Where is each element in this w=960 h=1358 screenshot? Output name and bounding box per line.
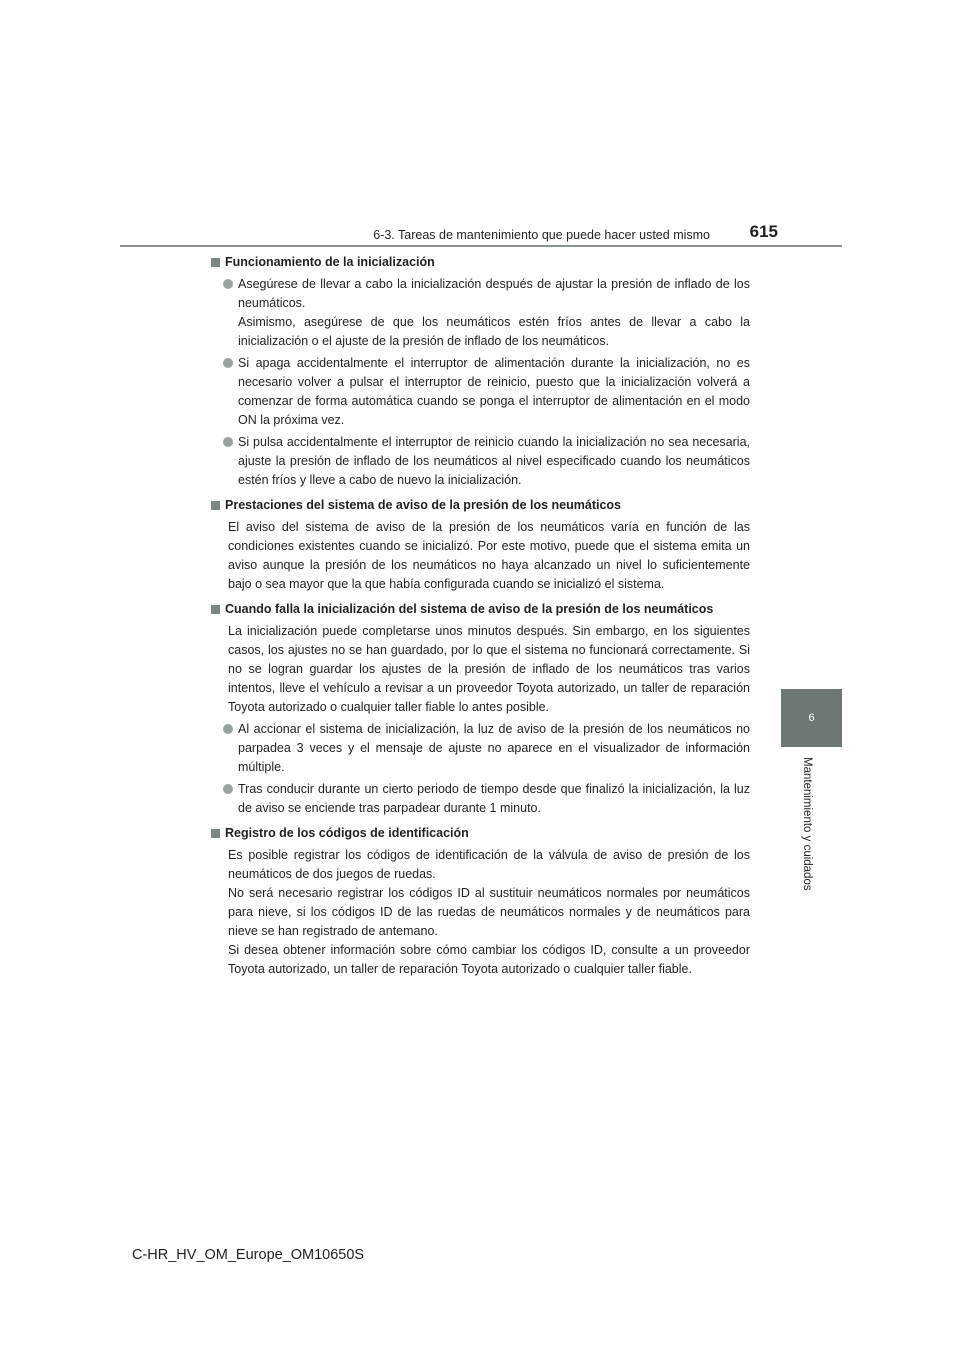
page-content [210, 253, 750, 985]
bullet-text: Asegúrese de llevar a cabo la inicialización después de ajustar la presión de inflado de los neumáticos. [238, 277, 750, 310]
heading-text: Funcionamiento de la inicialización [225, 255, 435, 269]
paragraph-line: No será necesario registrar los códigos ID al sustituir neumáticos normales por neumáticos para nieve, si los códigos ID de las ruedas de neumáticos normales y de neumáticos para nieve se han registrado de antemano. [228, 886, 750, 938]
section-id-codes [210, 824, 750, 979]
circle-bullet-icon [223, 784, 233, 794]
circle-bullet-icon [223, 724, 233, 734]
list-item [210, 354, 750, 430]
section-heading [210, 824, 750, 843]
bullet-text: Si apaga accidentalmente el interruptor de alimentación durante la inicialización, no es necesario volver a pulsar el interruptor de reinicio, puesto que la inicialización volverá a comenzar de forma automática cuando se ponga el interruptor de alimentación en el modo ON la próxima vez. [238, 356, 750, 427]
chapter-label: Mantenimiento y cuidados [801, 757, 813, 891]
list-item [210, 720, 750, 777]
bullet-text: Al accionar el sistema de inicialización, la luz de aviso de la presión de los neumáticos no parpadea 3 veces y el mensaje de ajuste no aparece en el visualizador de información múltiple. [238, 722, 750, 774]
bullet-text: Tras conducir durante un cierto periodo de tiempo desde que finalizó la inicialización, la luz de aviso se enciende tras parpadear durante 1 minuto. [238, 782, 750, 815]
section-heading [210, 496, 750, 515]
section-performance [210, 496, 750, 594]
section-initialization [210, 253, 750, 490]
list-item [210, 433, 750, 490]
circle-bullet-icon [223, 437, 233, 447]
page-number: 615 [749, 222, 778, 241]
header-divider [120, 245, 842, 247]
bullet-text-extra: Asimismo, asegúrese de que los neumáticos estén fríos antes de llevar a cabo la inicialización o el ajuste de la presión de inflado de los neumáticos. [238, 315, 750, 348]
square-bullet-icon [211, 258, 220, 267]
paragraph: La inicialización puede completarse unos minutos después. Sin embargo, en los siguientes casos, los ajustes no se han guardado, por lo que el sistema no funcionará correctamente. Si no se logran guardar los ajustes de la presión de inflado de los neumáticos tras varios intentos, lleve el vehículo a revisar a un proveedor Toyota autorizado, un taller de reparación Toyota autorizado o cualquier taller fiable lo antes posible. [228, 624, 750, 714]
page-header [120, 220, 840, 246]
square-bullet-icon [211, 829, 220, 838]
circle-bullet-icon [223, 358, 233, 368]
section-init-failure [210, 600, 750, 818]
paragraph: El aviso del sistema de aviso de la presión de los neumáticos varía en función de las condiciones existentes cuando se inicializó. Por este motivo, puede que el sistema emita un aviso aunque la presión de los neumáticos no haya alcanzado un nivel lo suficientemente bajo o sea mayor que la que había configurada cuando se inicializó el sistema. [228, 520, 750, 591]
paragraph [210, 846, 750, 979]
circle-bullet-icon [223, 279, 233, 289]
paragraph-line: Si desea obtener información sobre cómo cambiar los códigos ID, consulte a un proveedor Toyota autorizado, un taller de reparación Toyota autorizado o cualquier taller fiable. [228, 943, 750, 976]
paragraph-line: Es posible registrar los códigos de identificación de la válvula de aviso de presión de los neumáticos de dos juegos de ruedas. [228, 848, 750, 881]
section-heading [210, 253, 750, 272]
section-heading [210, 600, 750, 619]
heading-text: Registro de los códigos de identificación [225, 826, 469, 840]
square-bullet-icon [211, 501, 220, 510]
heading-text: Cuando falla la inicialización del sistema de aviso de la presión de los neumáticos [225, 602, 714, 616]
chapter-number: 6 [808, 712, 815, 724]
section-title: 6-3. Tareas de mantenimiento que puede hacer usted mismo [373, 228, 710, 242]
square-bullet-icon [211, 605, 220, 614]
bullet-text: Si pulsa accidentalmente el interruptor de reinicio cuando la inicialización no sea necesaria, ajuste la presión de inflado de los neumáticos al nivel especificado cuando los neumáticos estén fríos y lleve a cabo de nuevo la inicialización. [238, 435, 750, 487]
list-item [210, 780, 750, 818]
chapter-tab[interactable] [781, 689, 842, 747]
document-code: C-HR_HV_OM_Europe_OM10650S [132, 1247, 365, 1263]
list-item [210, 275, 750, 351]
heading-text: Prestaciones del sistema de aviso de la presión de los neumáticos [225, 498, 621, 512]
